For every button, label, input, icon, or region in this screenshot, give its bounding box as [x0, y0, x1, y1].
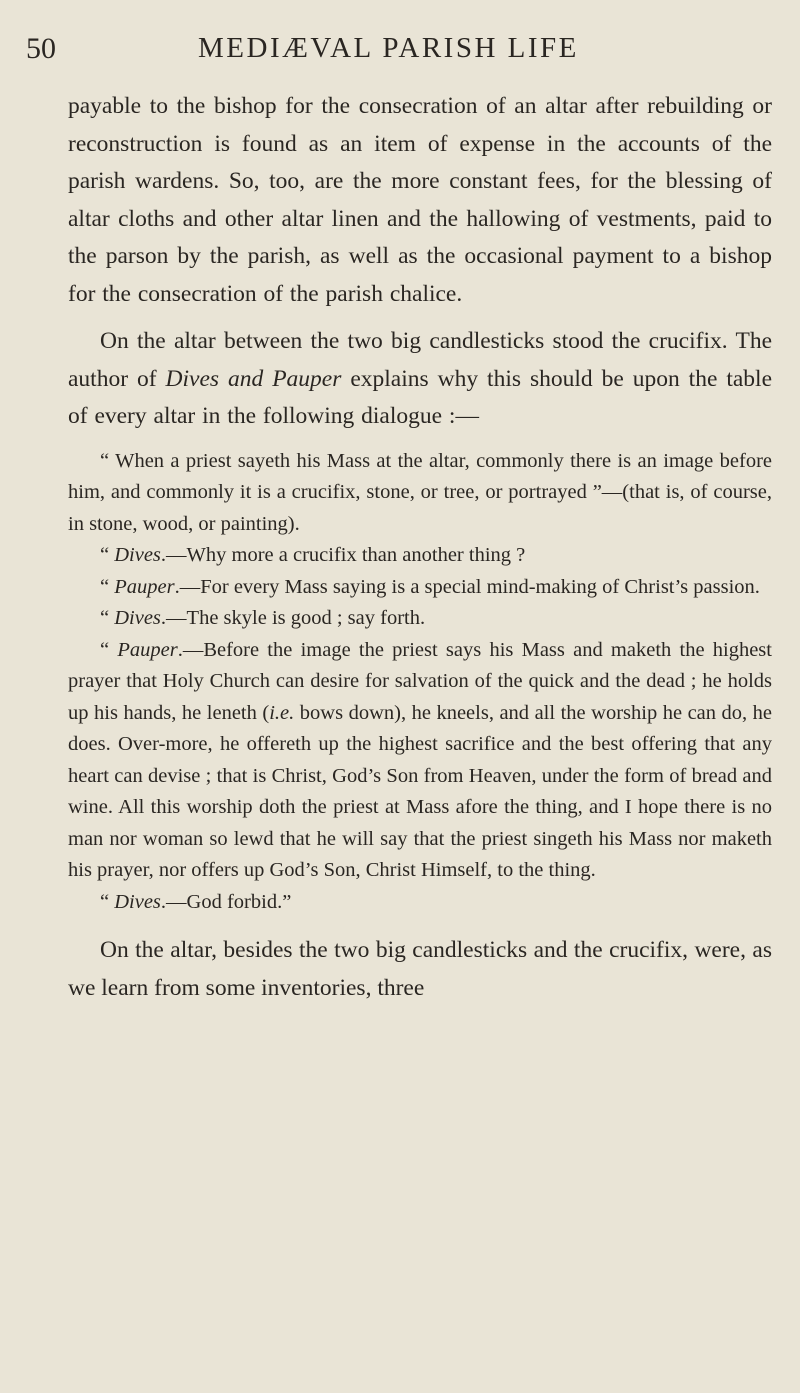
quote-line-1: “ When a priest sayeth his Mass at the altar, commonly there is an image before him, and commonly it is a crucifix, stone, or tree, or portrayed ”—(that is, of course, in stone, wood, or painting).	[68, 449, 772, 535]
page-number: 50	[26, 32, 56, 65]
paragraph-1: payable to the bishop for the consecration of an altar after rebuilding or reconstruction is found as an item of expense in the accounts of the parish wardens. So, too, are the more constant fees, for the blessing of altar cloths and other altar linen and the hallowing of vestments, paid to the parson by the parish, as well as the occasional payment to a bishop for the consecration of the parish chalice.	[68, 93, 772, 307]
speaker-name: Dives	[114, 544, 161, 566]
speech-text: .—Before the image the priest says his Mass and maketh the highest prayer that Holy Church can desire for salvation of the quick and the dead ; he holds up his hands, he leneth (	[68, 638, 772, 724]
closing-text	[68, 932, 772, 1007]
speaker-name: Pauper	[114, 575, 175, 598]
book-title: Dives and Pauper	[165, 365, 342, 392]
running-head: MEDIÆVAL PARISH LIFE	[198, 32, 579, 64]
quote-line-6	[68, 887, 772, 919]
paragraph-3: On the altar, besides the two big candlesticks and the crucifix, were, as we learn from some inventories, three	[68, 937, 772, 1001]
speaker-name: Pauper	[117, 638, 178, 661]
paragraph-2	[68, 323, 772, 436]
quote-open-mark: “	[100, 607, 115, 629]
quote-line-4	[68, 603, 772, 635]
speech-text: .—For every Mass saying is a special mind-making of Christ’s passion.	[174, 575, 760, 598]
paragraph-2-after: explains why this should be upon the table of every altar in the following dialogue :—	[68, 365, 772, 429]
page-header	[26, 30, 772, 88]
paragraph-2-before: On the altar between the two big candlesticks stood the crucifix. The author of	[68, 328, 772, 392]
speech-text: .—The skyle is good ; say forth.	[160, 607, 426, 629]
quote-open-mark: “	[100, 575, 115, 598]
speech-text: .—Why more a crucifix than another thing ?	[160, 544, 526, 566]
speaker-name: Dives	[114, 890, 161, 913]
quote-line-3	[68, 572, 772, 604]
quote-line-2	[68, 540, 772, 572]
dialogue-quote	[68, 446, 772, 919]
quote-open-mark: “	[100, 544, 115, 566]
quote-open-mark: “	[100, 638, 118, 661]
abbreviation-ie: i.e.	[269, 701, 295, 724]
body-text	[68, 88, 772, 436]
speaker-name: Dives	[114, 607, 161, 629]
quote-open-mark: “	[100, 890, 115, 913]
quote-line-5	[68, 635, 772, 887]
speech-text: .—God forbid.”	[160, 890, 292, 913]
speech-text: bows down), he kneels, and all the worship he can do, he does. Over-more, he offereth up the highest sacrifice and the best offering that any heart can devise ; that is Christ, God’s Son from Heaven, under the form of bread and wine. All this worship doth the priest at Mass afore the thing, and I hope there is no man nor woman so lewd that he will say that the priest singeth his Mass nor maketh his prayer, nor offers up God’s Son, Christ Himself, to the thing.	[68, 701, 773, 881]
